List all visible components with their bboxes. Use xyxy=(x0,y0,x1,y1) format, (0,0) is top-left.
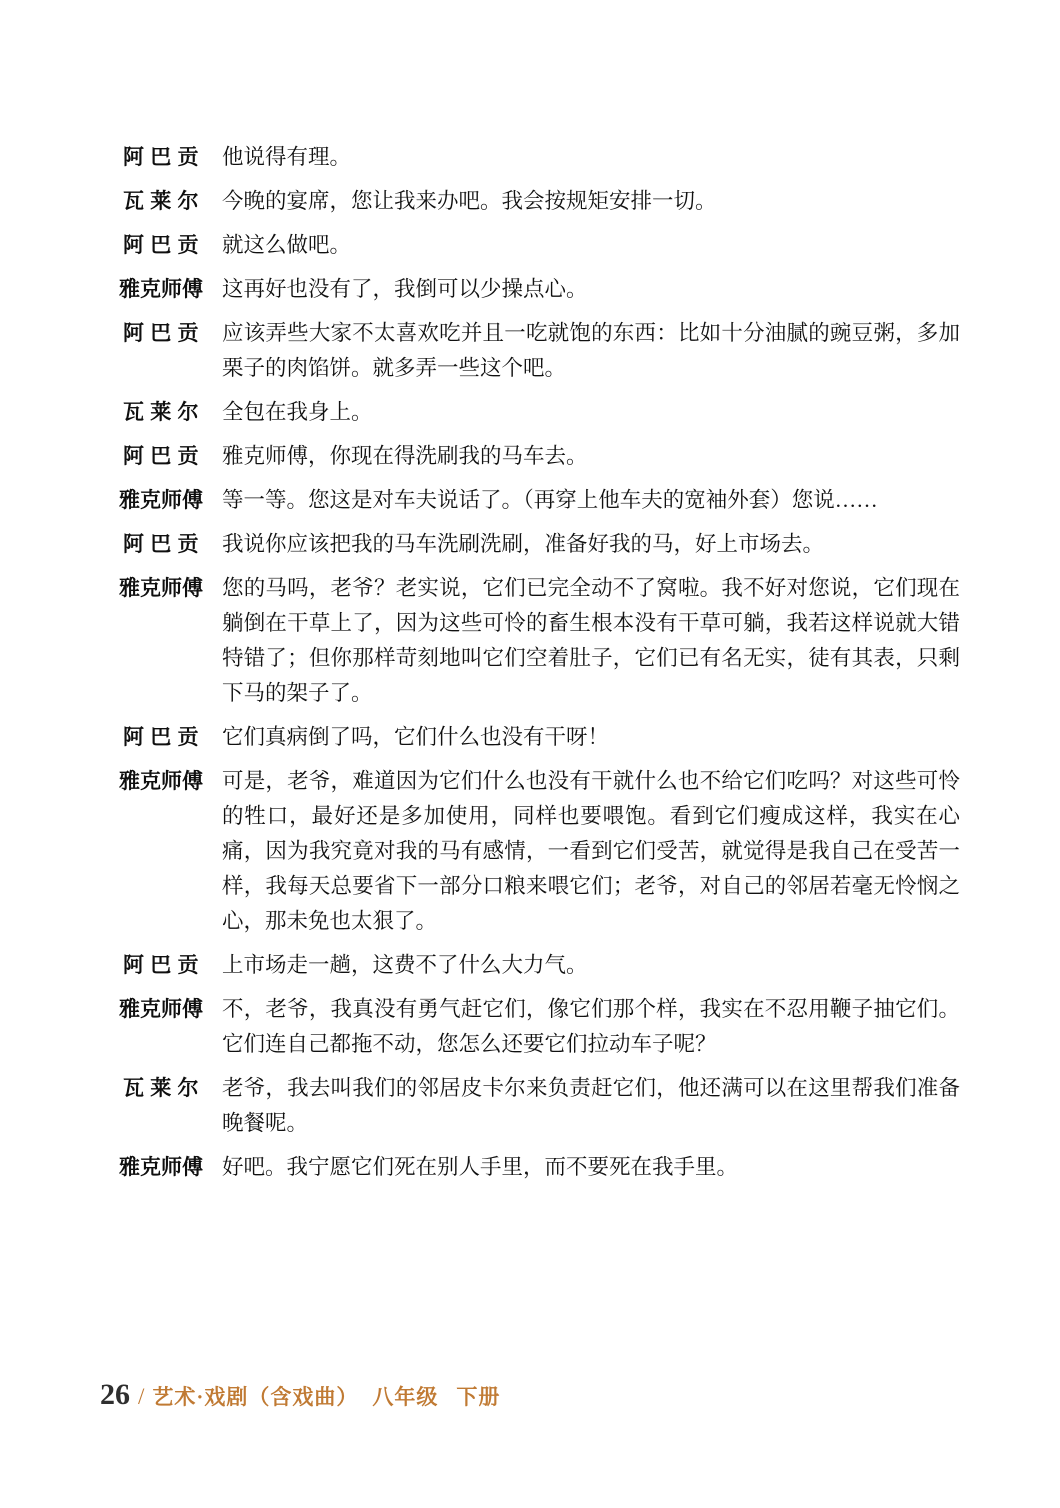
dialogue-line xyxy=(100,439,960,474)
speaker-name: 瓦 莱 尔 xyxy=(123,400,199,424)
speaker-name: 雅克师傅 xyxy=(119,576,203,600)
speaker-name: 阿 巴 贡 xyxy=(123,725,199,749)
dialogue-line xyxy=(100,483,960,518)
page-footer xyxy=(100,1378,500,1412)
speech-text: 就这么做吧。 xyxy=(222,233,352,257)
speech-text: 我说你应该把我的马车洗刷洗刷，准备好我的马，好上市场去。 xyxy=(222,532,825,556)
speaker-name: 阿 巴 贡 xyxy=(123,532,199,556)
dialogue-line xyxy=(100,272,960,307)
speech-text: 老爷，我去叫我们的邻居皮卡尔来负责赶它们，他还满可以在这里帮我们准备晚餐呢。 xyxy=(222,1076,960,1135)
speaker-name: 阿 巴 贡 xyxy=(123,321,199,345)
speaker-name: 雅克师傅 xyxy=(119,769,203,793)
speech-text: 您的马吗，老爷？老实说，它们已完全动不了窝啦。我不好对您说，它们现在躺倒在干草上了，因为这些可怜的畜生根本没有干草可躺，我若这样说就大错特错了；但你那样苛刻地叫它们空着肚子，它们已有名无实，徒有其表，只剩下马的架子了。 xyxy=(222,576,960,705)
dialogue-line xyxy=(100,1071,960,1141)
speech-text: 上市场走一趟，这费不了什么大力气。 xyxy=(222,953,588,977)
footer-separator: / xyxy=(138,1384,145,1409)
speaker-name: 瓦 莱 尔 xyxy=(123,189,199,213)
speaker-name: 阿 巴 贡 xyxy=(123,953,199,977)
dialogue-line xyxy=(100,527,960,562)
dialogue-line xyxy=(100,140,960,175)
speech-text: 这再好也没有了，我倒可以少操点心。 xyxy=(222,277,588,301)
volume-label: 下册 xyxy=(456,1385,501,1409)
speech-text: 好吧。我宁愿它们死在别人手里，而不要死在我手里。 xyxy=(222,1155,739,1179)
speaker-name: 雅克师傅 xyxy=(119,997,203,1021)
dialogue-line xyxy=(100,948,960,983)
book-title: 艺术·戏剧（含戏曲） xyxy=(152,1385,359,1409)
page-number: 26 xyxy=(100,1378,130,1411)
speaker-name: 阿 巴 贡 xyxy=(123,444,199,468)
speech-text: 它们真病倒了吗，它们什么也没有干呀！ xyxy=(222,725,610,749)
speech-text: 他说得有理。 xyxy=(222,145,352,169)
dialogue-line xyxy=(100,571,960,711)
speaker-name: 雅克师傅 xyxy=(119,277,203,301)
dialogue-line xyxy=(100,1150,960,1185)
speech-text: 不，老爷，我真没有勇气赶它们，像它们那个样，我实在不忍用鞭子抽它们。它们连自己都拖不动，您怎么还要它们拉动车子呢？ xyxy=(222,997,960,1056)
grade-label: 八年级 xyxy=(372,1385,439,1409)
speech-text: 今晚的宴席，您让我来办吧。我会按规矩安排一切。 xyxy=(222,189,717,213)
speech-text: 全包在我身上。 xyxy=(222,400,373,424)
speaker-name: 瓦 莱 尔 xyxy=(123,1076,199,1100)
dialogue-line xyxy=(100,992,960,1062)
speaker-name: 阿 巴 贡 xyxy=(123,233,199,257)
speech-text: 应该弄些大家不太喜欢吃并且一吃就饱的东西：比如十分油腻的豌豆粥，多加栗子的肉馅饼。就多弄一些这个吧。 xyxy=(222,321,960,380)
speech-text: 雅克师傅，你现在得洗刷我的马车去。 xyxy=(222,444,588,468)
speaker-name: 雅克师傅 xyxy=(119,1155,203,1179)
speech-text: 等一等。您这是对车夫说话了。（再穿上他车夫的宽袖外套）您说…… xyxy=(222,488,878,512)
speaker-name: 阿 巴 贡 xyxy=(123,145,199,169)
speaker-name: 雅克师傅 xyxy=(119,488,203,512)
script-dialogue-list xyxy=(100,140,960,1194)
dialogue-line xyxy=(100,764,960,939)
dialogue-line xyxy=(100,316,960,386)
dialogue-line xyxy=(100,395,960,430)
dialogue-line xyxy=(100,720,960,755)
speech-text: 可是，老爷，难道因为它们什么也没有干就什么也不给它们吃吗？对这些可怜的牲口，最好还是多加使用，同样也要喂饱。看到它们瘦成这样，我实在心痛，因为我究竟对我的马有感情，一看到它们受苦，就觉得是我自己在受苦一样，我每天总要省下一部分口粮来喂它们；老爷，对自己的邻居若毫无怜悯之心，那未免也太狠了。 xyxy=(222,769,960,933)
dialogue-line xyxy=(100,184,960,219)
dialogue-line xyxy=(100,228,960,263)
